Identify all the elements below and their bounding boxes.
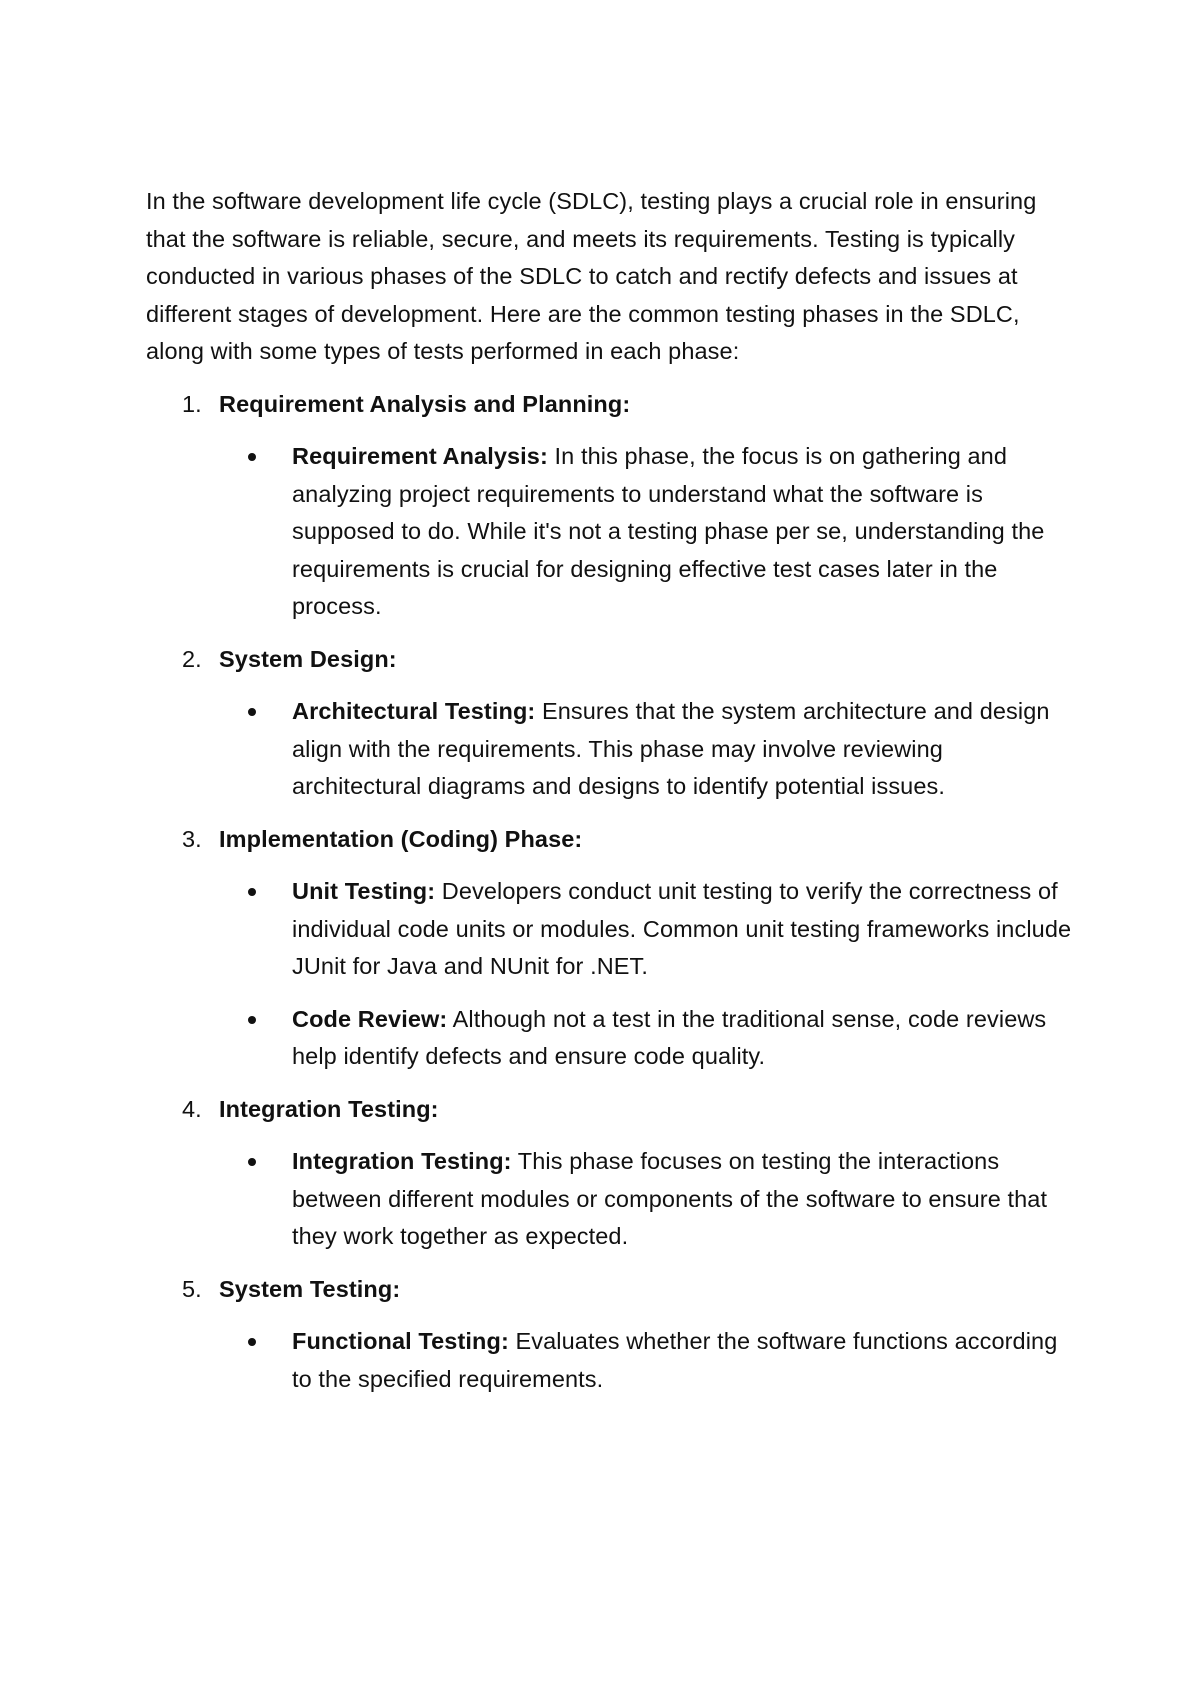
list-item [146,1143,1072,1256]
bullet-text: Evaluates whether the software functions according to the specified requirements. [292,1328,1058,1392]
section-title: Requirement Analysis and Planning: [219,390,631,417]
section-4 [146,1091,1076,1256]
section-1 [146,386,1076,626]
bullet-icon [248,1016,256,1024]
document-body [146,183,1076,1413]
bullet-term: Architectural Testing: [292,698,536,724]
bullet-term: Integration Testing: [292,1148,512,1174]
bullet-term: Functional Testing: [292,1328,509,1354]
bullet-icon [248,708,256,716]
bullet-term: Code Review: [292,1005,448,1032]
section-number: 1. [182,390,202,417]
section-number: 5. [182,1275,202,1302]
list-item [146,693,1072,806]
bullet-text: Ensures that the system architecture and design align with the requirements. This phase may involve reviewing architectural diagrams and designs to identify potential issues. [292,698,1050,799]
bullet-icon [248,888,256,896]
section-heading [146,641,1076,679]
section-number: 3. [182,825,202,852]
bullet-text: Developers conduct unit testing to verify the correctness of individual code units or modules. Common unit testing frameworks include JUnit for Java and NUnit for .NET. [292,878,1072,979]
bullet-text: In this phase, the focus is on gathering and analyzing project requirements to understand what the software is supposed to do. While it's not a testing phase per se, understanding the requirements is crucial for designing effective test cases later in the process. [292,443,1045,619]
section-3 [146,821,1076,1076]
section-title: System Design: [219,645,397,672]
intro-paragraph: In the software development life cycle (SDLC), testing plays a crucial role in ensuring that the software is reliable, secure, and meets its requirements. Testing is typically conducted in various phases of the SDLC to catch and rectify defects and issues at different stages of development. Here are the common testing phases in the SDLC, along with some types of tests performed in each phase: [146,188,1037,364]
section-2 [146,641,1076,806]
section-heading [146,821,1076,859]
list-item [146,1001,1072,1076]
bullet-icon [248,1338,256,1346]
bullet-icon [248,453,256,461]
section-number: 4. [182,1095,202,1122]
list-item [146,873,1072,986]
list-item [146,438,1072,626]
bullet-term: Unit Testing: [292,878,436,904]
section-number: 2. [182,645,202,672]
section-heading [146,1271,1076,1309]
section-title: Integration Testing: [219,1095,439,1122]
bullet-text: This phase focuses on testing the interactions between different modules or components of the software to ensure that they work together as expected. [292,1148,1048,1249]
section-heading [146,386,1076,424]
section-title: Implementation (Coding) Phase: [219,825,583,852]
bullet-icon [248,1158,256,1166]
bullet-text: Although not a test in the traditional sense, code reviews help identify defects and ensure code quality. [292,1005,1047,1069]
bullet-term: Requirement Analysis: [292,443,548,469]
list-item [146,1323,1072,1398]
section-heading [146,1091,1076,1129]
section-5 [146,1271,1076,1399]
section-title: System Testing: [219,1275,401,1302]
